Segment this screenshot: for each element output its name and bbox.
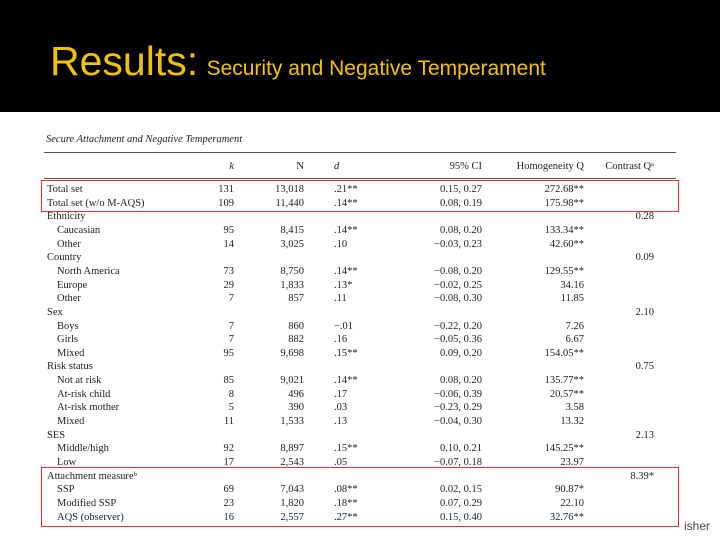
table-row (44, 374, 676, 388)
cell-d: .21** (334, 184, 358, 195)
cell-homogeneity-q: 11.85 (560, 293, 584, 305)
row-label: Risk status (47, 361, 93, 373)
cell-ci: −0.07, 0.18 (434, 457, 482, 468)
cell-k: 92 (223, 443, 234, 455)
table-row (44, 333, 676, 347)
cell-ci: −0.02, 0.25 (434, 279, 482, 291)
cell-k: 69 (223, 484, 234, 496)
cell-k: 8 (228, 388, 234, 400)
cell-k: 7 (228, 334, 234, 346)
row-label: Girls (57, 334, 78, 346)
cell-n: 860 (288, 320, 304, 332)
cell-k: 17 (223, 457, 234, 468)
row-label: Europe (57, 279, 88, 291)
cell-k: 14 (223, 238, 234, 250)
cell-d: −.01 (334, 320, 354, 332)
cell-homogeneity-q: 175.98** (544, 197, 584, 209)
cell-contrast-q: 8.39* (630, 470, 654, 482)
table-row (44, 251, 676, 265)
cell-k: 109 (218, 197, 234, 209)
cell-ci: −0.03, 0.23 (434, 238, 482, 250)
cell-d: .27** (334, 511, 358, 523)
cell-n: 1,833 (280, 279, 304, 291)
cell-homogeneity-q: 90.87* (555, 484, 584, 496)
row-label: AQS (observer) (57, 511, 124, 523)
cell-homogeneity-q: 129.55** (544, 265, 584, 277)
cell-ci: 0.09, 0.20 (440, 347, 482, 359)
cell-d: .13 (334, 416, 348, 428)
cell-n: 496 (288, 388, 304, 400)
header-ci: 95% CI (449, 161, 482, 172)
cell-d: .18** (334, 497, 358, 509)
row-label: Ethnicity (47, 211, 86, 223)
cell-homogeneity-q: 7.26 (565, 320, 584, 332)
cell-d: .14** (334, 375, 358, 387)
cell-d: .10 (334, 238, 348, 250)
cell-n: 1,533 (280, 416, 304, 428)
header-contrast-q: Contrast Qᵃ (605, 161, 654, 172)
row-label: Mixed (57, 416, 85, 428)
cell-contrast-q: 2.13 (635, 429, 654, 441)
table-row (44, 265, 676, 279)
cell-k: 131 (218, 184, 234, 195)
cell-d: .03 (334, 402, 348, 414)
table-row (44, 306, 676, 320)
table-row (44, 292, 676, 306)
cell-k: 29 (223, 279, 234, 291)
cell-homogeneity-q: 23.97 (560, 457, 584, 468)
cell-homogeneity-q: 42.60** (549, 238, 584, 250)
header-k: k (229, 161, 234, 172)
cell-n: 2,543 (280, 457, 304, 468)
cell-ci: −0.08, 0.20 (434, 265, 482, 277)
row-label: Caucasian (57, 224, 101, 236)
row-label: Sex (47, 306, 63, 318)
row-label: Other (57, 238, 81, 250)
cell-ci: −0.08, 0.30 (434, 293, 482, 305)
cell-n: 882 (288, 334, 304, 346)
cell-ci: 0.08, 0.20 (440, 224, 482, 236)
cell-n: 8,897 (280, 443, 304, 455)
cell-homogeneity-q: 145.25** (544, 443, 584, 455)
slide-title-sub: Security and Negative Temperament (206, 57, 546, 80)
table-row (44, 279, 676, 293)
cell-d: .14** (334, 224, 358, 236)
cell-contrast-q: 2.10 (635, 306, 654, 318)
cell-ci: −0.22, 0.20 (434, 320, 482, 332)
cell-ci: −0.06, 0.39 (434, 388, 482, 400)
header-n: N (296, 161, 304, 172)
cell-d: .13* (334, 279, 353, 291)
cell-d: .15** (334, 347, 358, 359)
row-label: SES (47, 429, 66, 441)
cell-homogeneity-q: 22.10 (560, 497, 584, 509)
cell-contrast-q: 0.09 (635, 252, 654, 264)
cell-ci: 0.08, 0.19 (440, 197, 482, 209)
slide-title-main: Results: (50, 38, 199, 84)
cell-n: 857 (288, 293, 304, 305)
cell-k: 95 (223, 347, 234, 359)
cell-ci: −0.05, 0.36 (434, 334, 482, 346)
highlight-box-total (41, 180, 679, 212)
cell-ci: −0.04, 0.30 (434, 416, 482, 428)
cell-d: .17 (334, 388, 348, 400)
cell-n: 9,698 (280, 347, 304, 359)
table-caption: Secure Attachment and Negative Temperament (46, 134, 243, 145)
row-label: Attachment measureᵇ (47, 470, 137, 482)
cell-k: 23 (223, 497, 234, 509)
table-row (44, 388, 676, 402)
row-label: Total set (w/o M-AQS) (47, 197, 145, 209)
row-label: Total set (47, 184, 83, 195)
cell-n: 390 (288, 402, 304, 414)
header-homogeneity-q: Homogeneity Q (516, 161, 584, 172)
row-label: Mixed (57, 347, 85, 359)
table-row (44, 429, 676, 443)
row-label: Not at risk (57, 375, 102, 387)
cell-k: 16 (223, 511, 234, 523)
table-row (44, 320, 676, 334)
cell-homogeneity-q: 272.68** (544, 184, 584, 195)
cell-ci: 0.10, 0.21 (440, 443, 482, 455)
cell-contrast-q: 0.75 (635, 361, 654, 373)
cell-d: .11 (334, 293, 347, 305)
row-label: At-risk child (57, 388, 111, 400)
cell-homogeneity-q: 20.57** (549, 388, 584, 400)
highlight-box-attachment (41, 467, 679, 527)
cell-ci: 0.02, 0.15 (440, 484, 482, 496)
cell-k: 95 (223, 224, 234, 236)
cell-homogeneity-q: 133.34** (544, 224, 584, 236)
row-label: At-risk mother (57, 402, 120, 414)
cell-homogeneity-q: 6.67 (565, 334, 584, 346)
cell-k: 5 (228, 402, 234, 414)
cell-homogeneity-q: 135.77** (544, 375, 584, 387)
table-row (44, 347, 676, 361)
row-label: Middle/high (57, 443, 109, 455)
table-header-row (44, 160, 676, 174)
table-top-rule (44, 152, 676, 153)
table-row (44, 415, 676, 429)
cell-d: .16 (334, 334, 348, 346)
cell-homogeneity-q: 32.76** (549, 511, 584, 523)
cell-n: 9,021 (280, 375, 304, 387)
cell-ci: 0.15, 0.27 (440, 184, 482, 195)
table-row (44, 238, 676, 252)
cell-ci: 0.07, 0.29 (440, 497, 482, 509)
row-label: Boys (57, 320, 79, 332)
cell-homogeneity-q: 154.05** (544, 347, 584, 359)
cell-n: 3,025 (280, 238, 304, 250)
row-label: Low (57, 457, 77, 468)
cell-n: 11,440 (275, 197, 304, 209)
cell-d: .08** (334, 484, 358, 496)
cell-n: 8,750 (280, 265, 304, 277)
cell-k: 11 (223, 416, 234, 428)
row-label: Other (57, 293, 81, 305)
cell-d: .15** (334, 443, 358, 455)
cell-k: 7 (228, 320, 234, 332)
header-rule (44, 178, 676, 179)
row-label: Country (47, 252, 82, 264)
table-row (44, 224, 676, 238)
cell-n: 8,415 (280, 224, 304, 236)
cell-homogeneity-q: 3.58 (565, 402, 584, 414)
cell-contrast-q: 0.28 (635, 211, 654, 223)
cell-n: 7,043 (280, 484, 304, 496)
table-row (44, 401, 676, 415)
cell-ci: 0.15, 0.40 (440, 511, 482, 523)
header-d: d (334, 161, 340, 172)
cell-k: 7 (228, 293, 234, 305)
row-label: Modified SSP (57, 497, 117, 509)
cell-ci: 0.08, 0.20 (440, 375, 482, 387)
cell-d: .14** (334, 265, 358, 277)
cell-homogeneity-q: 34.16 (560, 279, 584, 291)
cell-homogeneity-q: 13.32 (560, 416, 584, 428)
cell-d: .05 (334, 457, 348, 468)
table-row (44, 360, 676, 374)
cell-ci: −0.23, 0.29 (434, 402, 482, 414)
cell-n: 1,820 (280, 497, 304, 509)
slide-title (50, 38, 546, 85)
table-row (44, 210, 676, 224)
cell-k: 73 (223, 265, 234, 277)
cell-k: 85 (223, 375, 234, 387)
footer-text: isher (683, 519, 710, 533)
cell-n: 2,557 (280, 511, 304, 523)
row-label: SSP (57, 484, 75, 496)
row-label: North America (57, 265, 120, 277)
cell-n: 13,018 (275, 184, 304, 195)
cell-d: .14** (334, 197, 358, 209)
table-row (44, 442, 676, 456)
